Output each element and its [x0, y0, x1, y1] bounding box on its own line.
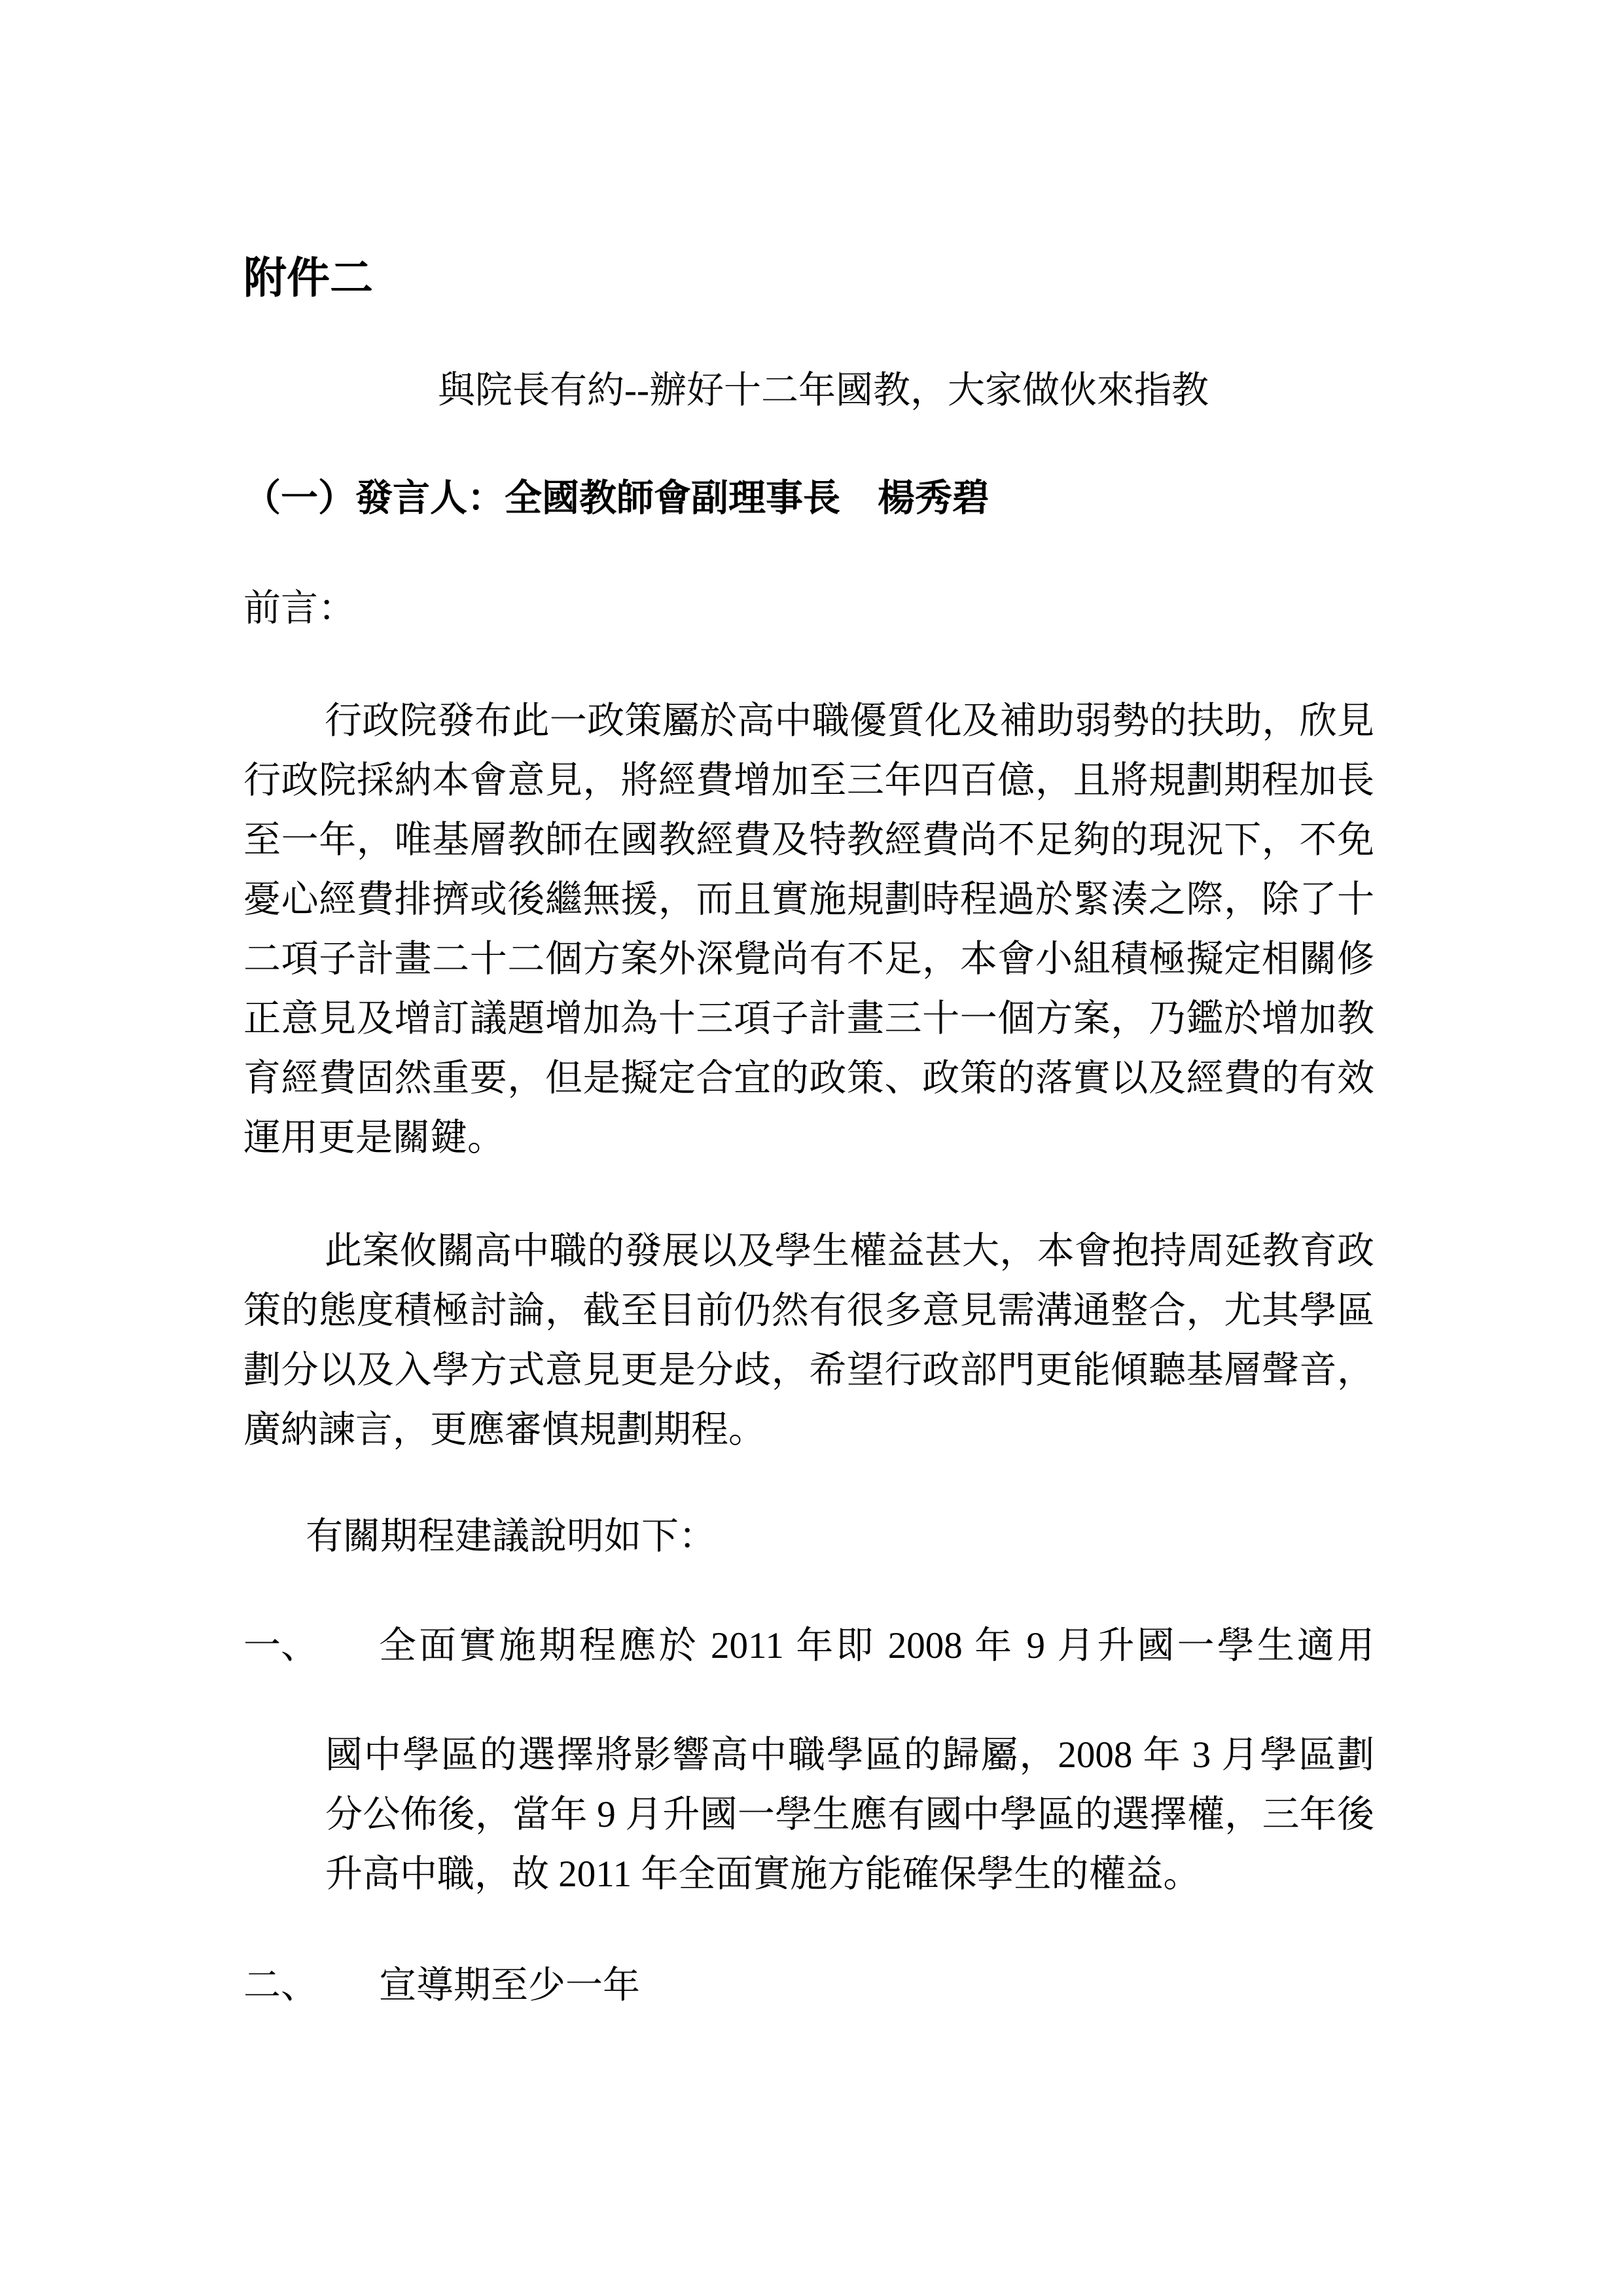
document-title: 與院長有約--辦好十二年國教，大家做伙來指教 — [438, 370, 1209, 411]
list-item-1-body-line: 升高中職，故 2011 年全面實施方能確保學生的權益。 — [325, 1854, 1201, 1895]
list-item-1-body-line: 分公佈後，當年 9 月升國一學生應有國中學區的選擇權，三年後 — [325, 1794, 1374, 1835]
paragraph-2-line: 劃分以及入學方式意見更是分歧，希望行政部門更能傾聽基層聲音， — [243, 1350, 1374, 1391]
paragraph-1-line: 正意見及增訂議題增加為十三項子計畫三十一個方案，乃鑑於增加教 — [243, 998, 1374, 1039]
attachment-label: 附件二 — [243, 255, 373, 302]
list-item-2-title: 宣導期至少一年 — [379, 1965, 640, 2006]
paragraph-1-line: 二項子計畫二十二個方案外深覺尚有不足，本會小組積極擬定相關修 — [243, 939, 1374, 980]
list-item-1 — [243, 1616, 1374, 1676]
list-item-1-title: 全面實施期程應於 2011 年即 2008 年 9 月升國一學生適用 — [379, 1625, 1374, 1666]
paragraph-1-line: 行政院採納本會意見，將經費增加至三年四百億，且將規劃期程加長 — [243, 760, 1374, 801]
schedule-note: 有關期程建議說明如下： — [306, 1516, 716, 1557]
list-item-1-body-line: 國中學區的選擇將影響高中職學區的歸屬，2008 年 3 月學區劃 — [325, 1734, 1374, 1776]
paragraph-1-line: 行政院發布此一政策屬於高中職優質化及補助弱勢的扶助，欣見 — [325, 700, 1374, 742]
speaker-heading: （一）發言人：全國教師會副理事長 楊秀碧 — [243, 478, 990, 519]
paragraph-2-line: 廣納諫言，更應審慎規劃期程。 — [243, 1409, 766, 1450]
list-item-1-body — [325, 1725, 1374, 1904]
paragraph-2 — [243, 1221, 1374, 1460]
paragraph-2-line: 此案攸關高中職的發展以及學生權益甚大，本會抱持周延教育政 — [325, 1230, 1374, 1272]
paragraph-1-line: 至一年，唯基層教師在國教經費及特教經費尚不足夠的現況下，不免 — [243, 819, 1374, 861]
paragraph-1 — [243, 691, 1374, 1168]
preface-label: 前言： — [243, 588, 355, 629]
list-item-2 — [243, 1956, 1374, 2015]
paragraph-2-line: 策的態度積極討論，截至目前仍然有很多意見需溝通整合，尤其學區 — [243, 1290, 1374, 1331]
list-item-1-marker: 一、 — [243, 1625, 318, 1666]
paragraph-1-line: 憂心經費排擠或後繼無援，而且實施規劃時程過於緊湊之際，除了十 — [243, 879, 1374, 920]
list-item-2-marker: 二、 — [243, 1965, 318, 2006]
paragraph-1-line: 運用更是關鍵。 — [243, 1117, 505, 1158]
paragraph-1-line: 育經費固然重要，但是擬定合宜的政策、政策的落實以及經費的有效 — [243, 1058, 1374, 1099]
